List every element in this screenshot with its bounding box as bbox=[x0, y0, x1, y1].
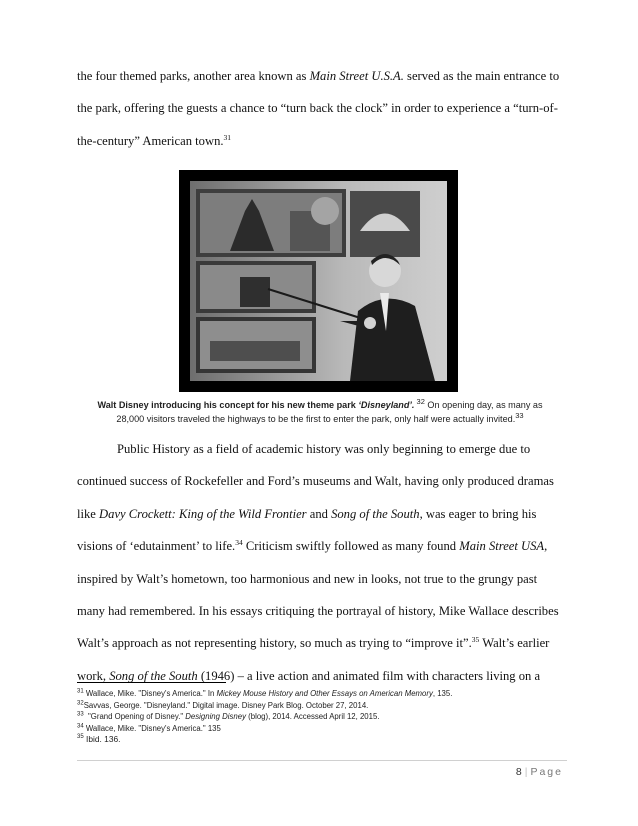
footnote-ref[interactable]: 35 bbox=[471, 635, 480, 645]
text-line: visions of ‘edutainment’ to life.$^{34}$ Criticism swiftly followed as many found Main Street USA, bbox=[77, 537, 548, 554]
text-line: Public History as a field of academic history was only beginning to emerge due to bbox=[117, 442, 531, 456]
footnote-34: $^{34}$ Wallace, Mike. "Disney's America." 135 bbox=[77, 723, 221, 733]
text-line: inspired by Walt’s hometown, too harmonious and new in looks, not true to the grungy past bbox=[77, 571, 538, 586]
text-line: Walt’s approach as not representing history, so much as trying to “improve it”.$^{35}$ Walt’s earlier bbox=[77, 635, 550, 651]
caption-line: 28,000 visitors traveled the highways to be the first to enter the park, only half were actually invited.$^{33}$ bbox=[116, 410, 524, 424]
text-line: the park, offering the guests a chance to “turn back the clock” in order to experience a “turn-of- bbox=[77, 101, 558, 116]
figure-frame bbox=[179, 170, 458, 392]
text-line: many had remembered. In his essays critiquing the portrayal of history, Mike Wallace describes bbox=[77, 603, 559, 618]
footnote-ref[interactable]: 34 bbox=[235, 537, 243, 547]
footnotes bbox=[77, 688, 567, 746]
footnote-31: $^{31}$ Wallace, Mike. "Disney's America." In Mickey Mouse History and Other Essays on American Memory, 135. bbox=[77, 688, 453, 698]
caption-line: Walt Disney introducing his concept for his new theme park ‘Disneyland’. $^{32}$ On opening day, as many as bbox=[97, 396, 543, 410]
footnote-32: $^{32}$Savvas, George. "Disneyland." Digital image. Disney Park Blog. October 27, 2014. bbox=[77, 700, 369, 710]
footer-divider bbox=[77, 760, 567, 761]
text-line: like Davy Crockett: King of the Wild Frontier and Song of the South, was eager to bring his bbox=[77, 506, 537, 521]
footnote-33: $^{33}$ "Grand Opening of Disney." Designing Disney (blog), 2014. Accessed April 12, 2015. bbox=[77, 711, 380, 722]
text-line: continued success of Rockefeller and Ford’s museums and Walt, having only produced dramas bbox=[77, 474, 554, 489]
photograph-icon bbox=[190, 181, 447, 381]
footnote-ref[interactable]: 32 bbox=[414, 396, 425, 406]
paragraph-public-history bbox=[77, 433, 565, 692]
footnote-divider bbox=[77, 682, 226, 683]
footnote-ref[interactable]: 33 bbox=[515, 410, 524, 420]
text-line: work, Song of the South (1946) – a live action and animated film with characters living on a bbox=[77, 668, 541, 683]
walt-disney-photo bbox=[190, 181, 447, 381]
page-number: 8 | Page bbox=[515, 766, 563, 778]
figure-caption bbox=[70, 398, 570, 426]
text-line: the four themed parks, another area known as Main Street U.S.A. served as the main entrance to bbox=[77, 69, 560, 83]
footnote-35: $^{35}$ Ibid. 136. bbox=[77, 734, 121, 745]
paragraph-main-street bbox=[77, 60, 565, 157]
text-line: the-century” American town.$^{31}$ bbox=[77, 132, 232, 148]
footnote-ref[interactable]: 31 bbox=[223, 132, 232, 142]
